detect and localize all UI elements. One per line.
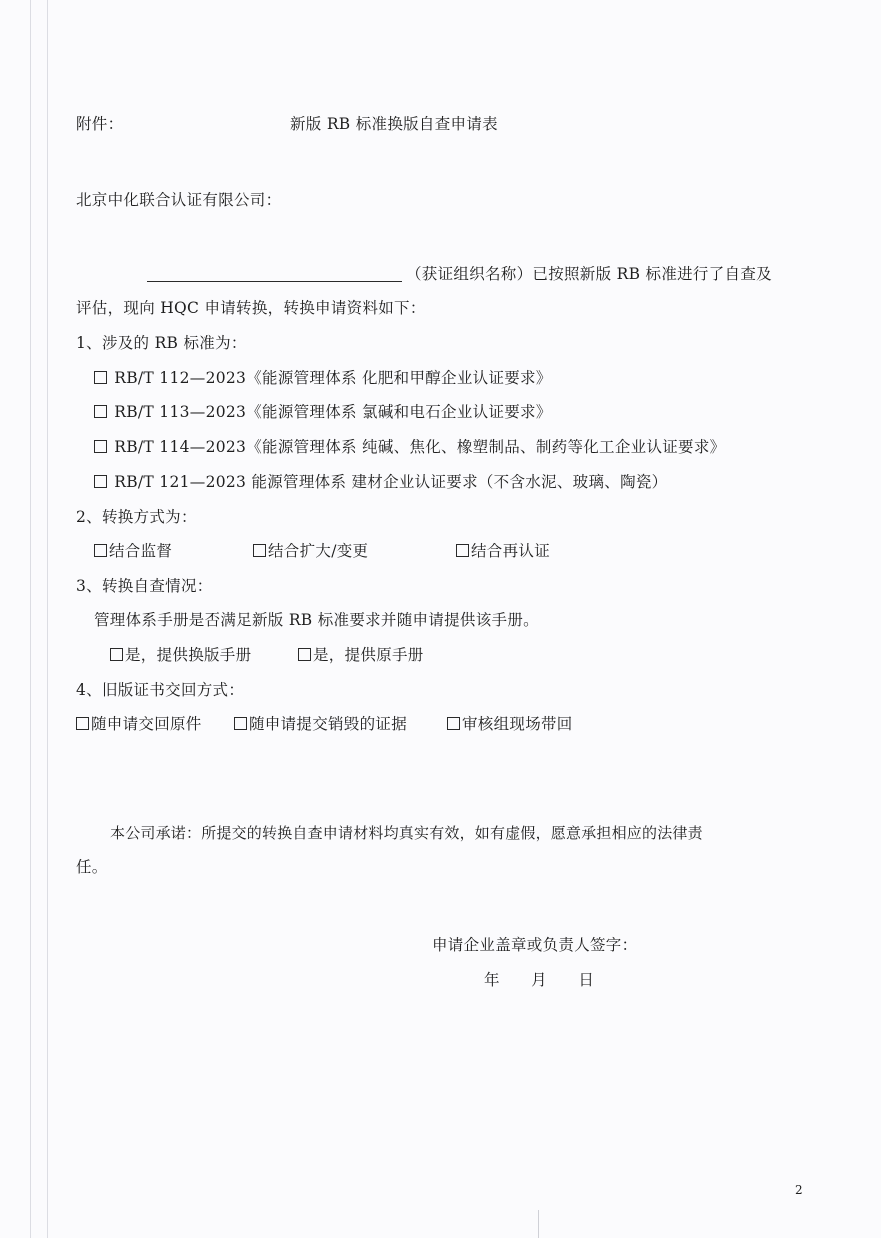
standard-option-112[interactable]: [94, 368, 552, 388]
recipient-line: 北京中化联合认证有限公司：: [76, 191, 282, 209]
section-1-heading: 1、涉及的 RB 标准为：: [76, 334, 247, 352]
conversion-option-recertification[interactable]: [456, 541, 550, 561]
commitment-line-1: 本公司承诺：所提交的转换自查申请材料均真实有效，如有虚假，愿意承担相应的法律责: [110, 824, 703, 842]
manual-option-label: 是，提供原手册: [313, 646, 424, 664]
page-number: 2: [795, 1183, 803, 1197]
checkbox[interactable]: [94, 440, 107, 453]
attachment-label: 附件：: [76, 115, 124, 133]
standard-option-113[interactable]: [94, 402, 552, 422]
return-option-audit-team[interactable]: [447, 714, 573, 734]
return-option-label: 随申请交回原件: [91, 715, 202, 733]
return-option-label: 随申请提交销毁的证据: [249, 715, 408, 733]
conversion-option-surveillance[interactable]: [94, 541, 172, 561]
organization-name-blank[interactable]: [147, 281, 402, 282]
intro-line-1: （获证组织名称）已按照新版 RB 标准进行了自查及: [406, 265, 772, 283]
return-option-original[interactable]: [76, 714, 202, 734]
standard-option-114[interactable]: [94, 437, 725, 457]
section-4-heading: 4、旧版证书交回方式：: [76, 681, 245, 699]
signature-date: 年 月 日: [484, 971, 595, 989]
return-option-label: 审核组现场带回: [462, 715, 573, 733]
manual-option-new[interactable]: [110, 645, 251, 665]
conversion-option-label: 结合再认证: [471, 542, 551, 560]
standard-option-label: RB/T 113—2023《能源管理体系 氯碱和电石企业认证要求》: [114, 403, 552, 421]
checkbox[interactable]: [94, 544, 107, 557]
intro-line-2: 评估，现向 HQC 申请转换，转换申请资料如下：: [76, 299, 426, 317]
manual-option-original[interactable]: [298, 645, 424, 665]
section-2-heading: 2、转换方式为：: [76, 508, 197, 526]
checkbox[interactable]: [94, 475, 107, 488]
checkbox[interactable]: [447, 717, 460, 730]
scan-mark: [538, 1210, 539, 1238]
checkbox[interactable]: [298, 648, 311, 661]
checkbox[interactable]: [110, 648, 123, 661]
page-title: 新版 RB 标准换版自查申请表: [290, 115, 498, 133]
standard-option-121[interactable]: [94, 472, 667, 492]
standard-option-label: RB/T 114—2023《能源管理体系 纯碱、焦化、橡塑制品、制药等化工企业认证要求》: [114, 438, 726, 456]
section-3-heading: 3、转换自查情况：: [76, 577, 213, 595]
manual-question: 管理体系手册是否满足新版 RB 标准要求并随申请提供该手册。: [94, 611, 539, 629]
scan-edge-line: [30, 0, 31, 1238]
standard-option-label: RB/T 112—2023《能源管理体系 化肥和甲醇企业认证要求》: [114, 369, 552, 387]
conversion-option-label: 结合监督: [109, 542, 173, 560]
checkbox[interactable]: [94, 371, 107, 384]
scan-edge-line: [47, 0, 48, 1238]
signature-label: 申请企业盖章或负责人签字：: [432, 936, 638, 954]
checkbox[interactable]: [253, 544, 266, 557]
checkbox[interactable]: [456, 544, 469, 557]
checkbox[interactable]: [234, 717, 247, 730]
manual-option-label: 是，提供换版手册: [125, 646, 252, 664]
conversion-option-label: 结合扩大/变更: [268, 542, 369, 560]
checkbox[interactable]: [94, 405, 107, 418]
commitment-line-2: 任。: [76, 858, 108, 876]
return-option-destruction-evidence[interactable]: [234, 714, 407, 734]
conversion-option-extension[interactable]: [253, 541, 368, 561]
standard-option-label: RB/T 121—2023 能源管理体系 建材企业认证要求（不含水泥、玻璃、陶瓷）: [114, 473, 668, 491]
checkbox[interactable]: [76, 717, 89, 730]
